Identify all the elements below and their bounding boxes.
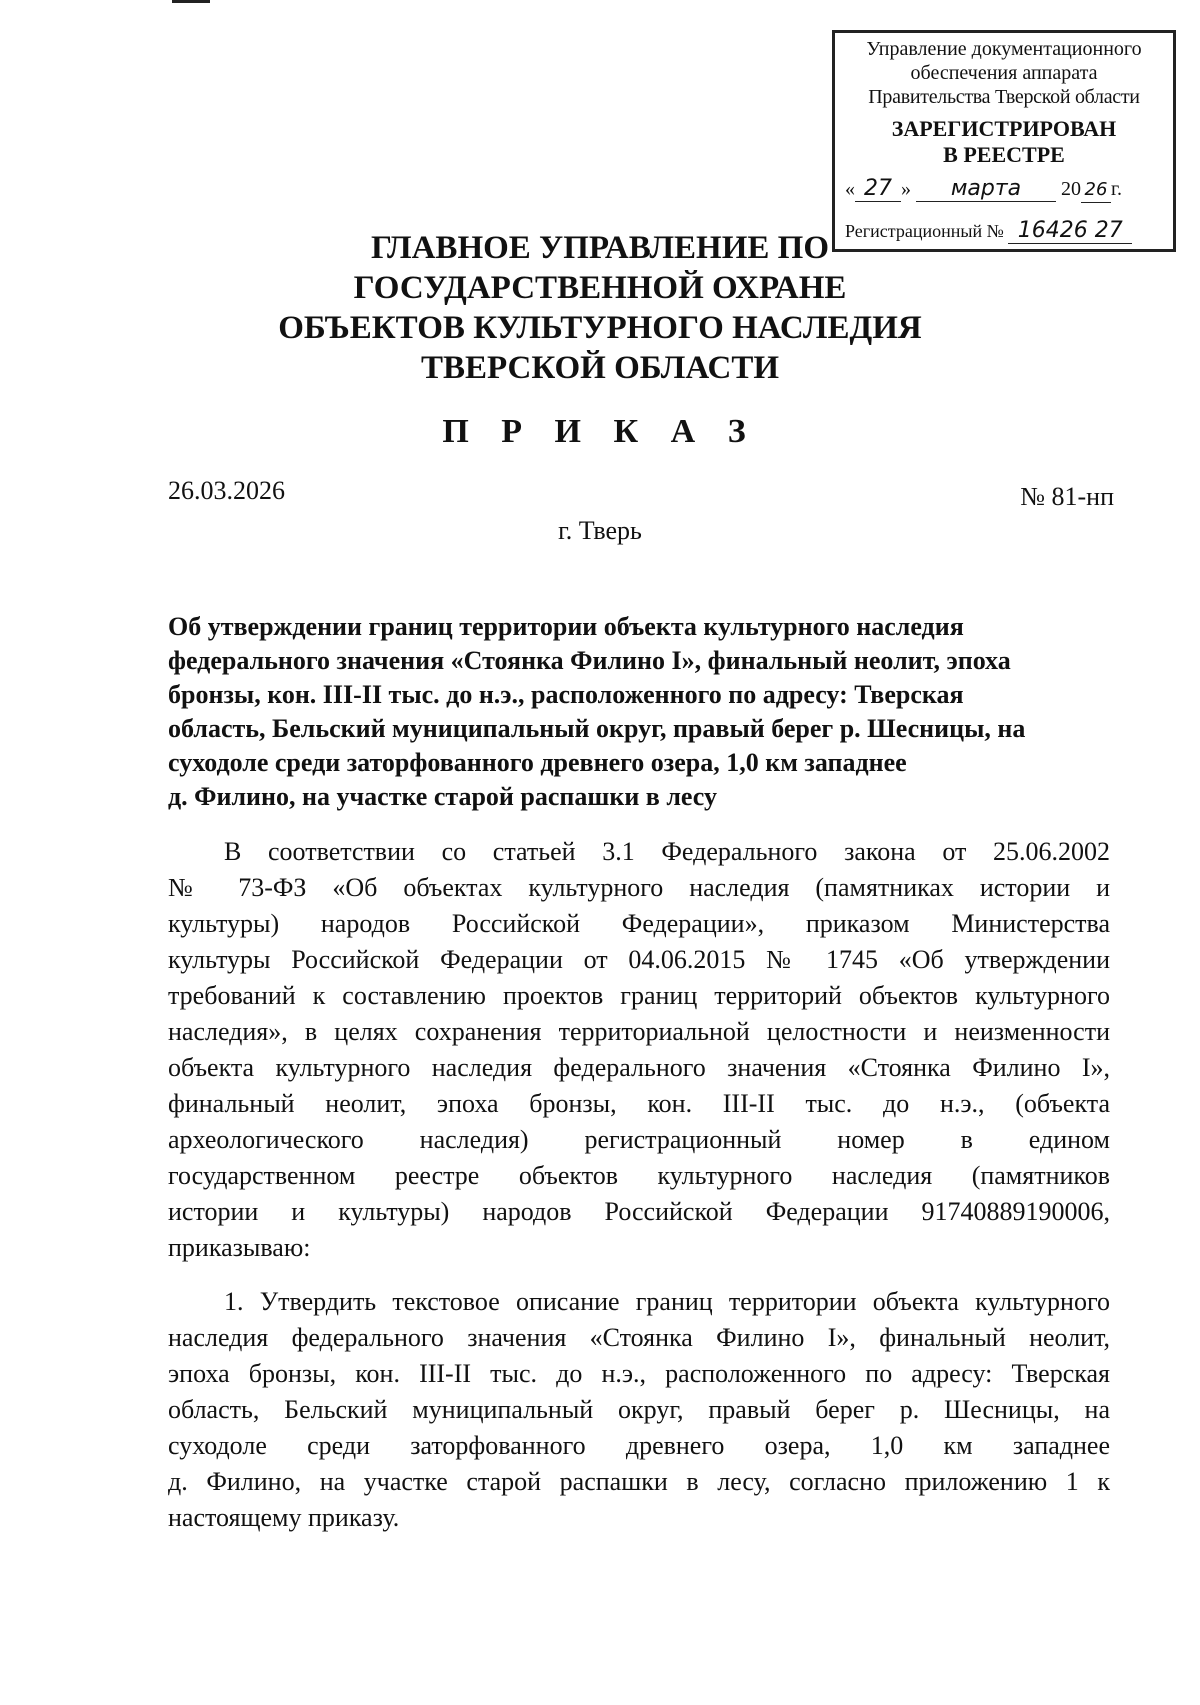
- paragraph-line: объекта культурного наследия федерального значения «Стоянка Филино I»,: [168, 1053, 1110, 1082]
- subject-line: суходоле среди заторфованного древнего озера, 1,0 км западнее: [168, 748, 907, 777]
- stamp-status-1: ЗАРЕГИСТРИРОВАН: [891, 116, 1117, 141]
- paragraph-line: государственном реестре объектов культурного наследия (памятников: [168, 1161, 1110, 1190]
- stamp-year-suffix: 26: [1081, 178, 1111, 203]
- scan-mark: [172, 0, 210, 3]
- document-date: 26.03.2026: [168, 476, 285, 505]
- stamp-line-2: обеспечения аппарата: [910, 62, 1098, 84]
- stamp-reg-number: 16426 27: [1008, 219, 1132, 244]
- document-city: г. Тверь: [558, 516, 642, 545]
- org-title-line-3: ОБЪЕКТОВ КУЛЬТУРНОГО НАСЛЕДИЯ: [278, 310, 922, 346]
- paragraph-line: В соответствии со статьей 3.1 Федерального закона от 25.06.2002: [224, 837, 1110, 866]
- paragraph-item-1: [168, 1284, 1110, 1536]
- stamp-year-unit: г.: [1111, 178, 1122, 200]
- document-subject: [168, 610, 1128, 814]
- stamp-status-2: В РЕЕСТРЕ: [943, 142, 1065, 167]
- subject-line: федерального значения «Стоянка Филино I», финальный неолит, эпоха: [168, 646, 1011, 675]
- subject-line: Об утверждении границ территории объекта культурного наследия: [168, 612, 964, 641]
- stamp-year-prefix: 20: [1061, 178, 1081, 200]
- paragraph-line: д. Филино, на участке старой распашки в лесу, согласно приложению 1 к: [168, 1467, 1110, 1496]
- paragraph-line: 1. Утвердить текстовое описание границ территории объекта культурного: [224, 1287, 1110, 1316]
- org-title-line-4: ТВЕРСКОЙ ОБЛАСТИ: [420, 350, 780, 386]
- stamp-month: марта: [916, 177, 1056, 202]
- paragraph-line: эпоха бронзы, кон. III-II тыс. до н.э., расположенного по адресу: Тверская: [168, 1359, 1110, 1388]
- paragraph-line: наследия федерального значения «Стоянка Филино I», финальный неолит,: [168, 1323, 1110, 1352]
- paragraph-line: культуры Российской Федерации от 04.06.2015 № 1745 «Об утверждении: [168, 945, 1110, 974]
- paragraph-line: настоящему приказу.: [168, 1503, 400, 1532]
- org-title-line-2: ГОСУДАРСТВЕННОЙ ОХРАНЕ: [353, 270, 847, 306]
- paragraph-line: финальный неолит, эпоха бронзы, кон. III-II тыс. до н.э., (объекта: [168, 1089, 1110, 1118]
- subject-line: область, Бельский муниципальный округ, правый берег р. Шесницы, на: [168, 714, 1026, 743]
- paragraph-preamble: [168, 834, 1110, 1266]
- paragraph-line: суходоле среди заторфованного древнего озера, 1,0 км западнее: [168, 1431, 1110, 1460]
- paragraph-line: археологического наследия) регистрационный номер в едином: [168, 1125, 1110, 1154]
- paragraph-line: наследия», в целях сохранения территориальной целостности и неизменности: [168, 1017, 1110, 1046]
- paragraph-line: область, Бельский муниципальный округ, правый берег р. Шесницы, на: [168, 1395, 1110, 1424]
- paragraph-line: истории и культуры) народов Российской Федерации 91740889190006,: [168, 1197, 1110, 1226]
- stamp-line-1: Управление документационного: [866, 38, 1142, 60]
- paragraph-line: приказываю:: [168, 1233, 311, 1262]
- registration-stamp: [832, 30, 1176, 252]
- stamp-reg-label: Регистрационный №: [845, 221, 1004, 241]
- stamp-line-3: Правительства Тверской области: [868, 86, 1140, 108]
- stamp-date: « 27 » марта 20 26 г.: [845, 176, 1122, 201]
- org-title-line-1: ГЛАВНОЕ УПРАВЛЕНИЕ ПО: [371, 230, 829, 266]
- document-type: П Р И К А З: [442, 413, 758, 450]
- stamp-day: 27: [855, 177, 901, 202]
- paragraph-line: требований к составлению проектов границ территорий объектов культурного: [168, 981, 1110, 1010]
- subject-line: д. Филино, на участке старой распашки в лесу: [168, 782, 717, 811]
- subject-line: бронзы, кон. III-II тыс. до н.э., расположенного по адресу: Тверская: [168, 680, 964, 709]
- paragraph-line: № 73-ФЗ «Об объектах культурного наследия (памятниках истории и: [168, 873, 1110, 902]
- document-number: № 81-нп: [1020, 482, 1114, 511]
- paragraph-line: культуры) народов Российской Федерации», приказом Министерства: [168, 909, 1110, 938]
